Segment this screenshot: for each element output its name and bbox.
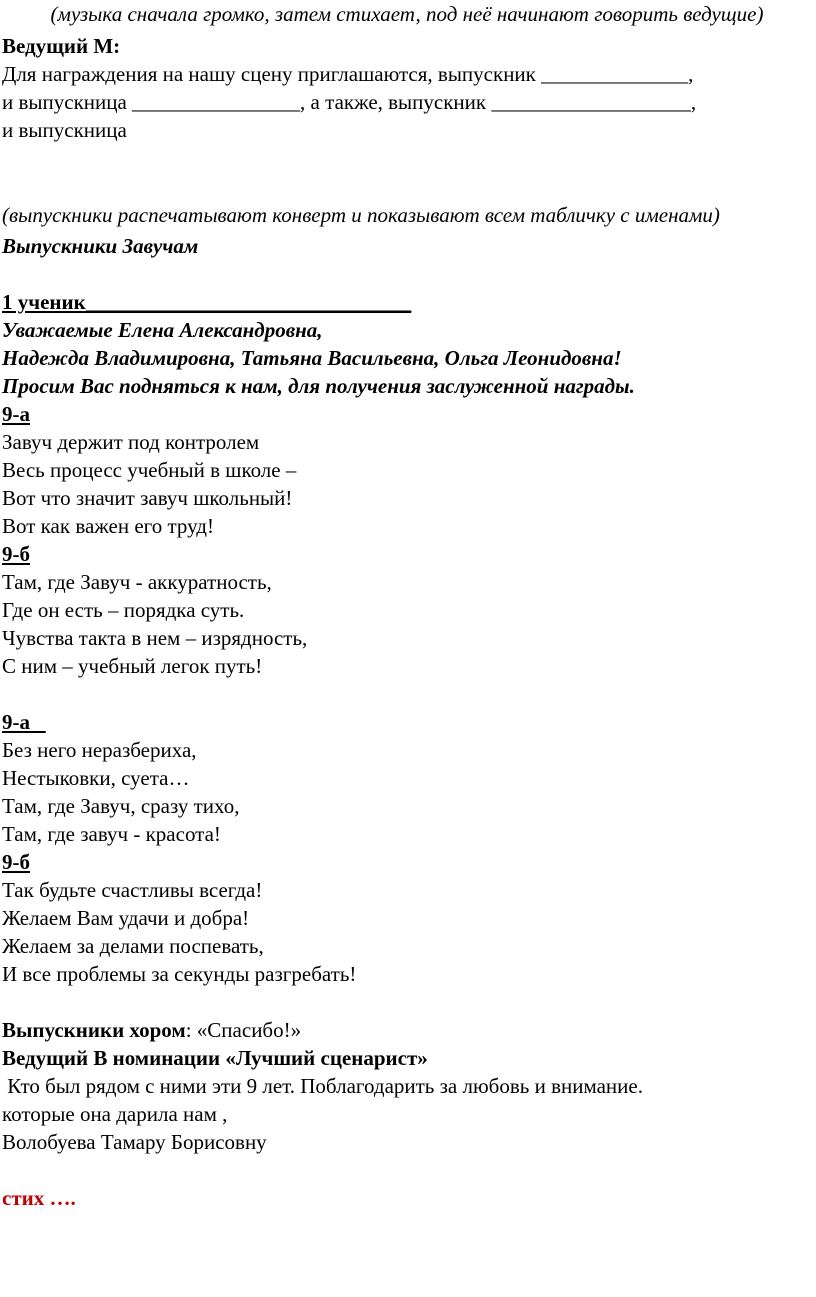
- stanza-1-label: 9-а: [2, 402, 30, 426]
- chorus-text: : «Спасибо!»: [185, 1018, 302, 1042]
- stanza-1-line: Завуч держит под контролем: [2, 430, 260, 454]
- stanza-2-line: Где он есть – порядка суть.: [2, 598, 245, 622]
- stanza-3-line: Там, где завуч - красота!: [2, 822, 221, 846]
- spacer: [2, 172, 812, 200]
- address-line-3: Просим Вас подняться к нам, для получения заслуженной награды.: [2, 374, 635, 398]
- host-m-line-3: и выпускница: [2, 118, 127, 142]
- host-v-line-2: которые она дарила нам ,: [2, 1102, 228, 1126]
- stanza-1-line: Вот что значит завуч школьный!: [2, 486, 293, 510]
- stanza-3-line: Там, где Завуч, сразу тихо,: [2, 794, 240, 818]
- spacer: [2, 1156, 812, 1184]
- section-title: Выпускники Завучам: [2, 234, 199, 258]
- host-v-label: Ведущий В номинации «Лучший сценарист»: [2, 1046, 428, 1070]
- chorus-line: [2, 1016, 812, 1044]
- stanza-4-line: Желаем Вам удачи и добра!: [2, 906, 250, 930]
- host-v-line-1: Кто был рядом с ними эти 9 лет. Поблагодарить за любовь и внимание.: [2, 1074, 643, 1098]
- host-v-line-3: Волобуева Тамару Борисовну: [2, 1130, 267, 1154]
- stanza-1-line: Весь процесс учебный в школе –: [2, 458, 297, 482]
- stanza-2-label: 9-б: [2, 542, 30, 566]
- spacer: [2, 680, 812, 708]
- stanza-2-line: С ним – учебный легок путь!: [2, 654, 263, 678]
- stanza-2-line: Там, где Завуч - аккуратность,: [2, 570, 272, 594]
- spacer: [2, 260, 812, 288]
- spacer: [2, 988, 812, 1016]
- stanza-4-line: Желаем за делами поспевать,: [2, 934, 264, 958]
- host-m-line-1: Для награждения на нашу сцену приглашаются, выпускник ______________,: [2, 62, 694, 86]
- host-m-label: Ведущий М:: [2, 34, 121, 58]
- stanza-4-line: Так будьте счастливы всегда!: [2, 878, 263, 902]
- student-1-label: 1 ученик_______________________________: [2, 290, 412, 314]
- stanza-4-label: 9-б: [2, 850, 30, 874]
- spacer: [2, 144, 812, 172]
- stanza-3-line: Без него неразбериха,: [2, 738, 197, 762]
- intro-stage-direction: (музыка сначала громко, затем стихает, под неё начинают говорить ведущие): [50, 2, 764, 26]
- address-line-1: Уважаемые Елена Александровна,: [2, 318, 323, 342]
- address-line-2: Надежда Владимировна, Татьяна Васильевна, Ольга Леонидовна!: [2, 346, 622, 370]
- graduates-stage-direction: (выпускники распечатывают конверт и показывают всем табличку с именами): [2, 203, 720, 227]
- host-m-line-2: и выпускница ________________, а также, выпускник ___________________,: [2, 90, 697, 114]
- stanza-4-line: И все проблемы за секунды разгребать!: [2, 962, 357, 986]
- stanza-1-line: Вот как важен его труд!: [2, 514, 214, 538]
- stanza-3-line: Нестыковки, суета…: [2, 766, 190, 790]
- stanza-2-line: Чувства такта в нем – изрядность,: [2, 626, 308, 650]
- chorus-label: Выпускники хором: [2, 1018, 186, 1042]
- closing-poem-marker: стих ….: [2, 1186, 76, 1210]
- stanza-3-label: 9-а: [2, 710, 46, 734]
